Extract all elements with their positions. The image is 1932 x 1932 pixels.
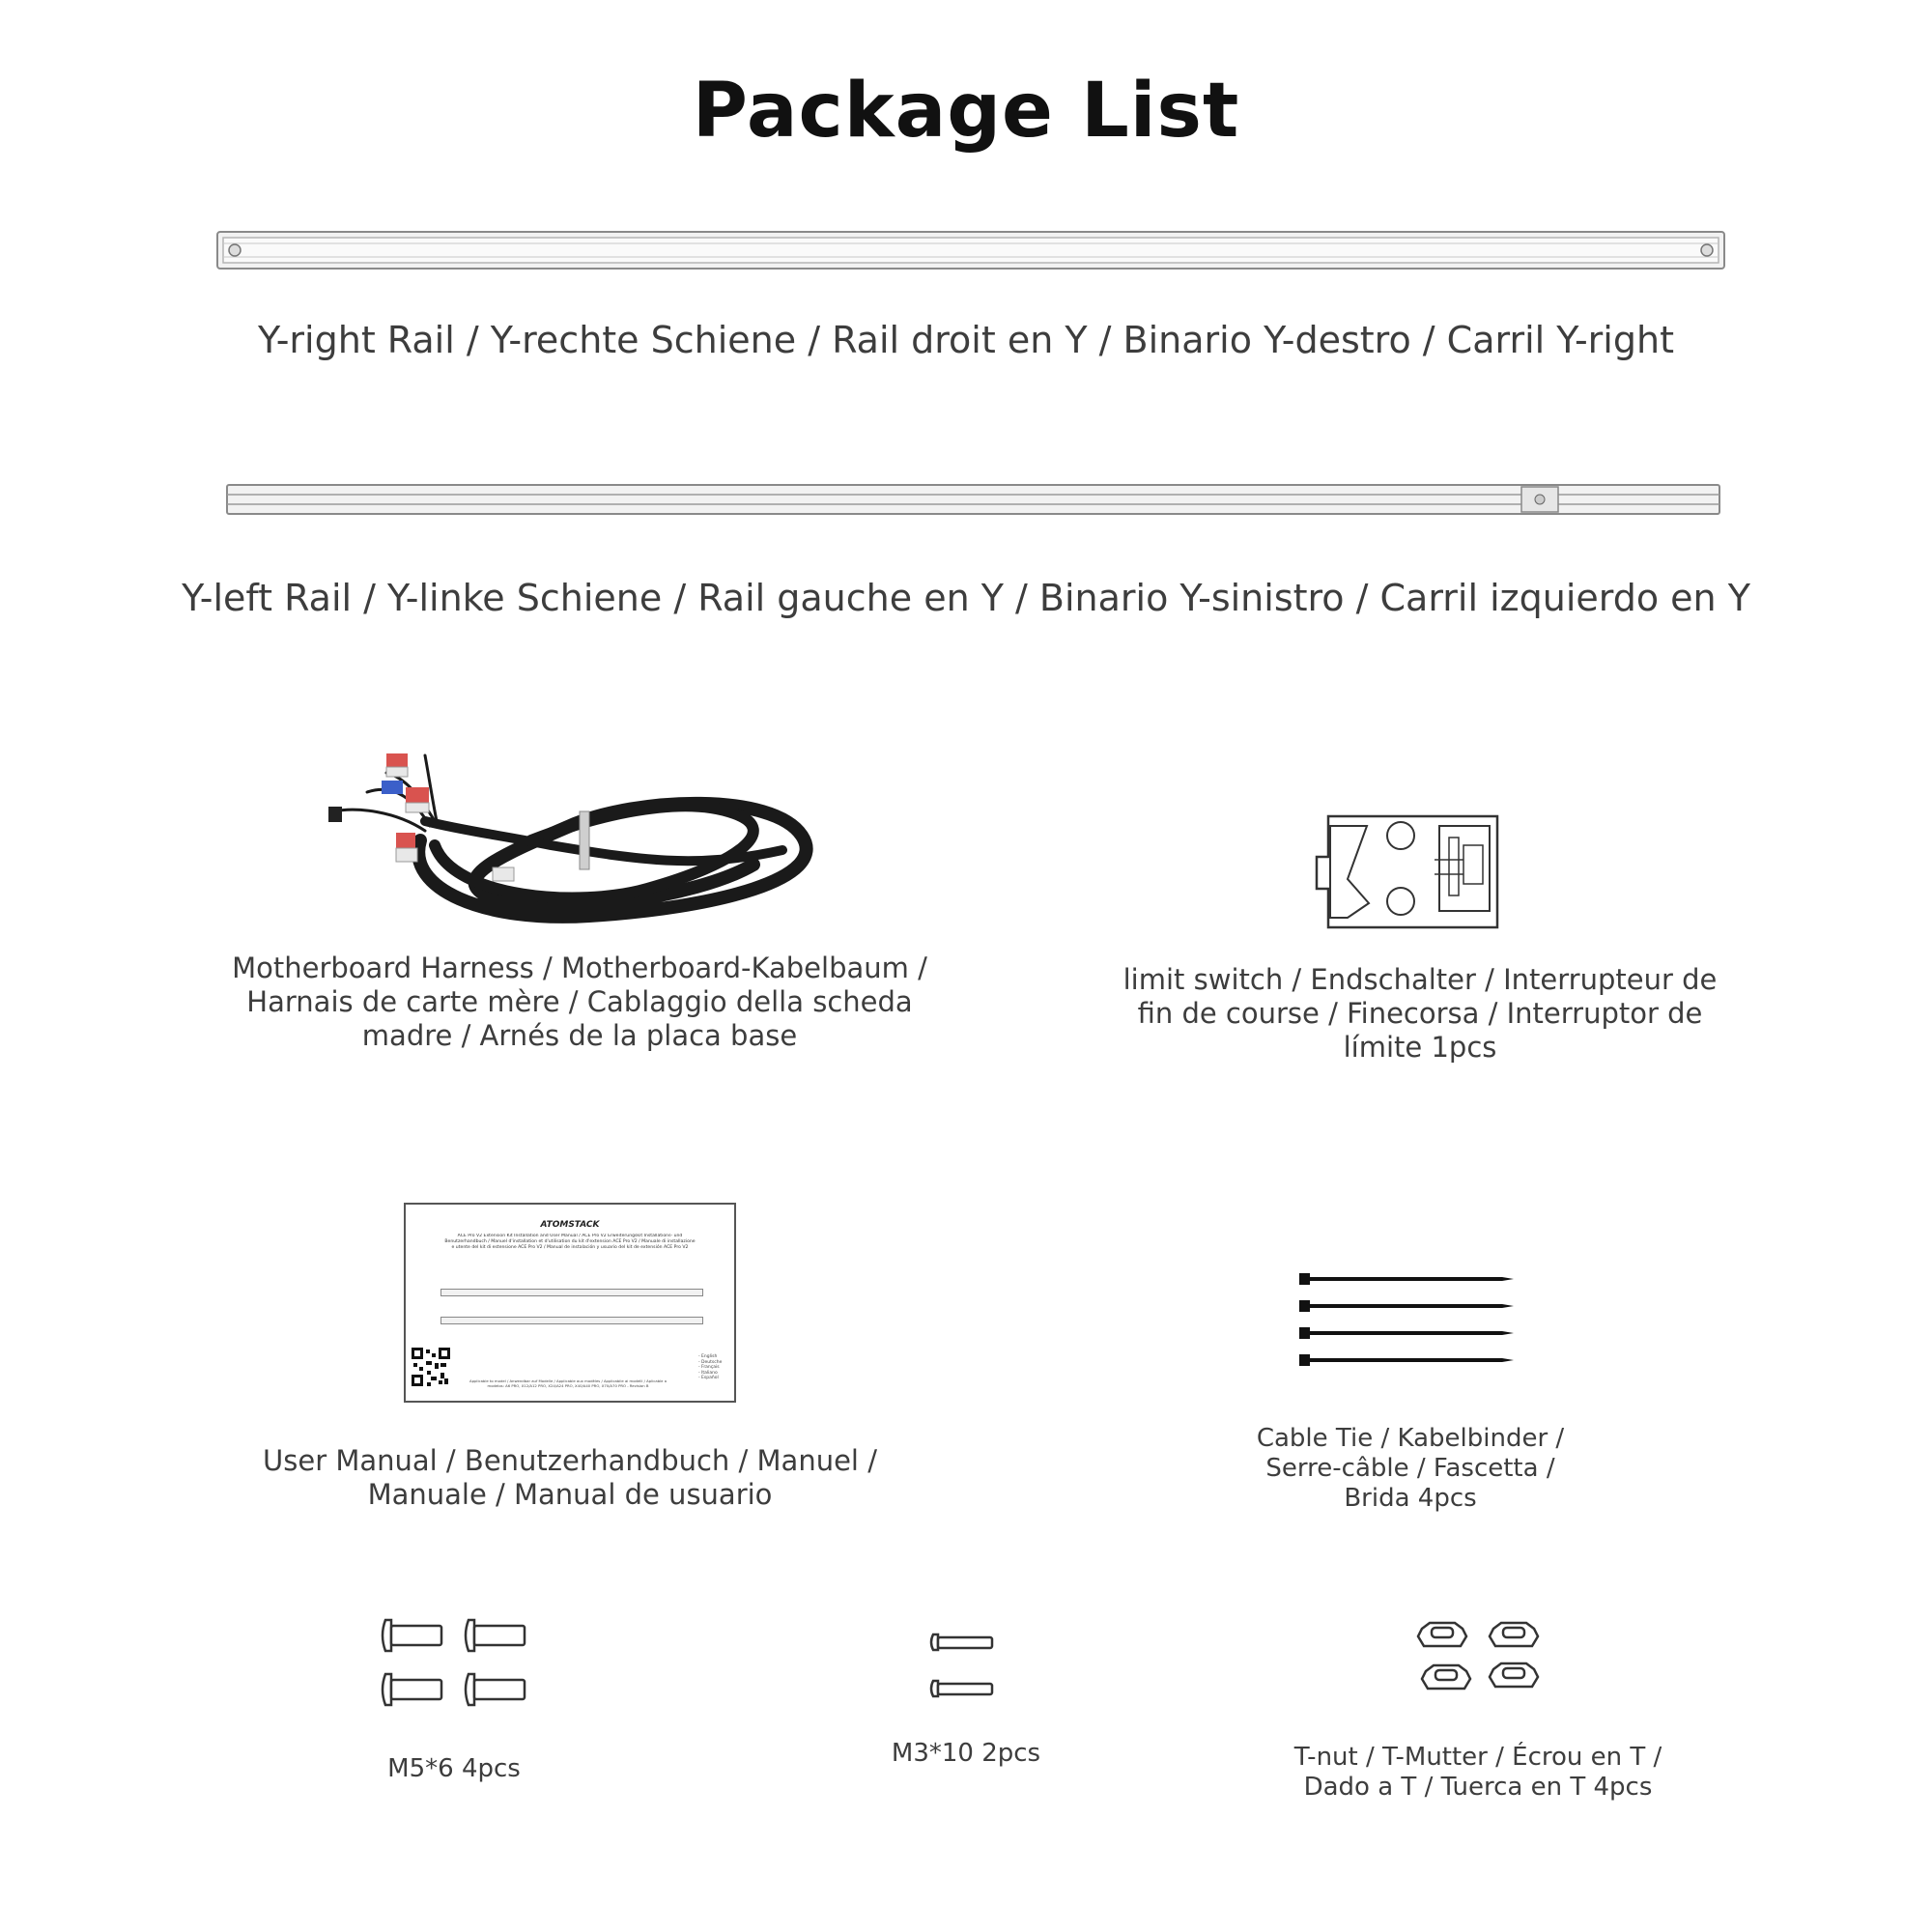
y-right-rail-image bbox=[217, 230, 1724, 274]
manual-footer: Applicable to model / Anwendbar auf Modelle / Applicable aux modèles / Applicabile ai modelli / Aplicable a modelos: A6 PRO, X12/A12 PRO, X24/A24 PRO, X40/A40 PRO, X70/A70 PRO - Revision B bbox=[469, 1378, 668, 1388]
cable-tie-icon bbox=[1299, 1327, 1514, 1339]
t-nut-icon bbox=[1422, 1665, 1470, 1689]
cable-tie-icon bbox=[1299, 1300, 1514, 1312]
language-item: - Deutsche bbox=[698, 1359, 723, 1365]
t-nut-label bbox=[1285, 1743, 1671, 1803]
t-nut-icon bbox=[1490, 1623, 1538, 1646]
manual-rail-drawing-2 bbox=[440, 1317, 703, 1324]
motherboard-harness-image bbox=[328, 753, 831, 937]
language-item: - Español bbox=[698, 1376, 719, 1380]
cable-tie-label bbox=[1208, 1424, 1613, 1514]
label-line: limit switch / Endschalter / Interrupteur de bbox=[1122, 963, 1718, 996]
m5-screw-icon bbox=[466, 1620, 525, 1651]
label-line: Dado a T / Tuerca en T 4pcs bbox=[1303, 1773, 1653, 1802]
m3-screw-icon bbox=[931, 1634, 992, 1650]
m3-screw-icon bbox=[931, 1681, 992, 1696]
m5-screw-icon bbox=[383, 1620, 441, 1651]
label-line: Manuale / Manual de usuario bbox=[367, 1478, 773, 1511]
label-line: Harnais de carte mère / Cablaggio della scheda bbox=[246, 985, 913, 1018]
label-line: T-nut / T-Mutter / Écrou en T / bbox=[1293, 1743, 1662, 1772]
cable-tie-icon bbox=[1299, 1354, 1514, 1366]
label-line: User Manual / Benutzerhandbuch / Manuel / bbox=[263, 1444, 877, 1477]
m5-screw-icon bbox=[466, 1674, 525, 1705]
label-line: Serre-câble / Fascetta / bbox=[1265, 1454, 1555, 1483]
manual-rail-drawing-1 bbox=[440, 1289, 703, 1296]
motherboard-harness-label bbox=[222, 952, 937, 1053]
page-title: Package List bbox=[692, 68, 1240, 155]
m5-screw-icon bbox=[383, 1674, 441, 1705]
t-nut-icon bbox=[1490, 1663, 1538, 1687]
limit-switch-image bbox=[1309, 807, 1502, 932]
label-line: Cable Tie / Kabelbinder / bbox=[1256, 1424, 1565, 1453]
y-left-rail-image bbox=[227, 483, 1719, 518]
label-line: madre / Arnés de la placa base bbox=[361, 1019, 798, 1052]
label-line: fin de course / Finecorsa / Interruptor de bbox=[1137, 997, 1703, 1030]
t-nuts-image bbox=[1418, 1623, 1544, 1710]
label-line: límite 1pcs bbox=[1343, 1031, 1497, 1064]
cable-tie-icon bbox=[1299, 1273, 1514, 1285]
qr-code-icon bbox=[412, 1348, 450, 1386]
label-line: Brida 4pcs bbox=[1344, 1484, 1477, 1513]
m5-screw-label: M5*6 4pcs bbox=[387, 1754, 521, 1783]
language-item: - English bbox=[698, 1354, 718, 1359]
m5-screws-image bbox=[380, 1616, 529, 1713]
m3-screws-image bbox=[929, 1633, 997, 1700]
user-manual-image bbox=[404, 1203, 736, 1403]
t-nut-icon bbox=[1418, 1623, 1466, 1646]
manual-language-list bbox=[698, 1354, 737, 1381]
label-line: Motherboard Harness / Motherboard-Kabelbaum / bbox=[232, 952, 927, 984]
language-item: - Italiano bbox=[698, 1370, 718, 1376]
manual-brand: ATOMSTACK bbox=[540, 1220, 600, 1230]
y-right-rail-label: Y-right Rail / Y-rechte Schiene / Rail droit en Y / Binario Y-destro / Carril Y-right bbox=[258, 319, 1674, 361]
cable-ties-image bbox=[1299, 1273, 1521, 1379]
language-item: - Français bbox=[698, 1365, 720, 1370]
m3-screw-label: M3*10 2pcs bbox=[891, 1739, 1041, 1768]
y-left-rail-label: Y-left Rail / Y-linke Schiene / Rail gauche en Y / Binario Y-sinistro / Carril izquierdo en Y bbox=[182, 577, 1750, 619]
user-manual-label bbox=[251, 1444, 889, 1512]
manual-doc-title: ACE Pro V2 Extension Kit Installation and User Manual / ACE Pro V2 Erweiterungskit Installations- und Benutzerhandbuch / Manuel d'installation et d'utilisation du kit d'extension ACE Pro V2 / Manuale di installazione e utente del kit di estensione ACE Pro V2 / Manual de instalación y usuario del kit de extensión ACE Pro V2 bbox=[444, 1234, 696, 1250]
limit-switch-label bbox=[1121, 963, 1719, 1065]
